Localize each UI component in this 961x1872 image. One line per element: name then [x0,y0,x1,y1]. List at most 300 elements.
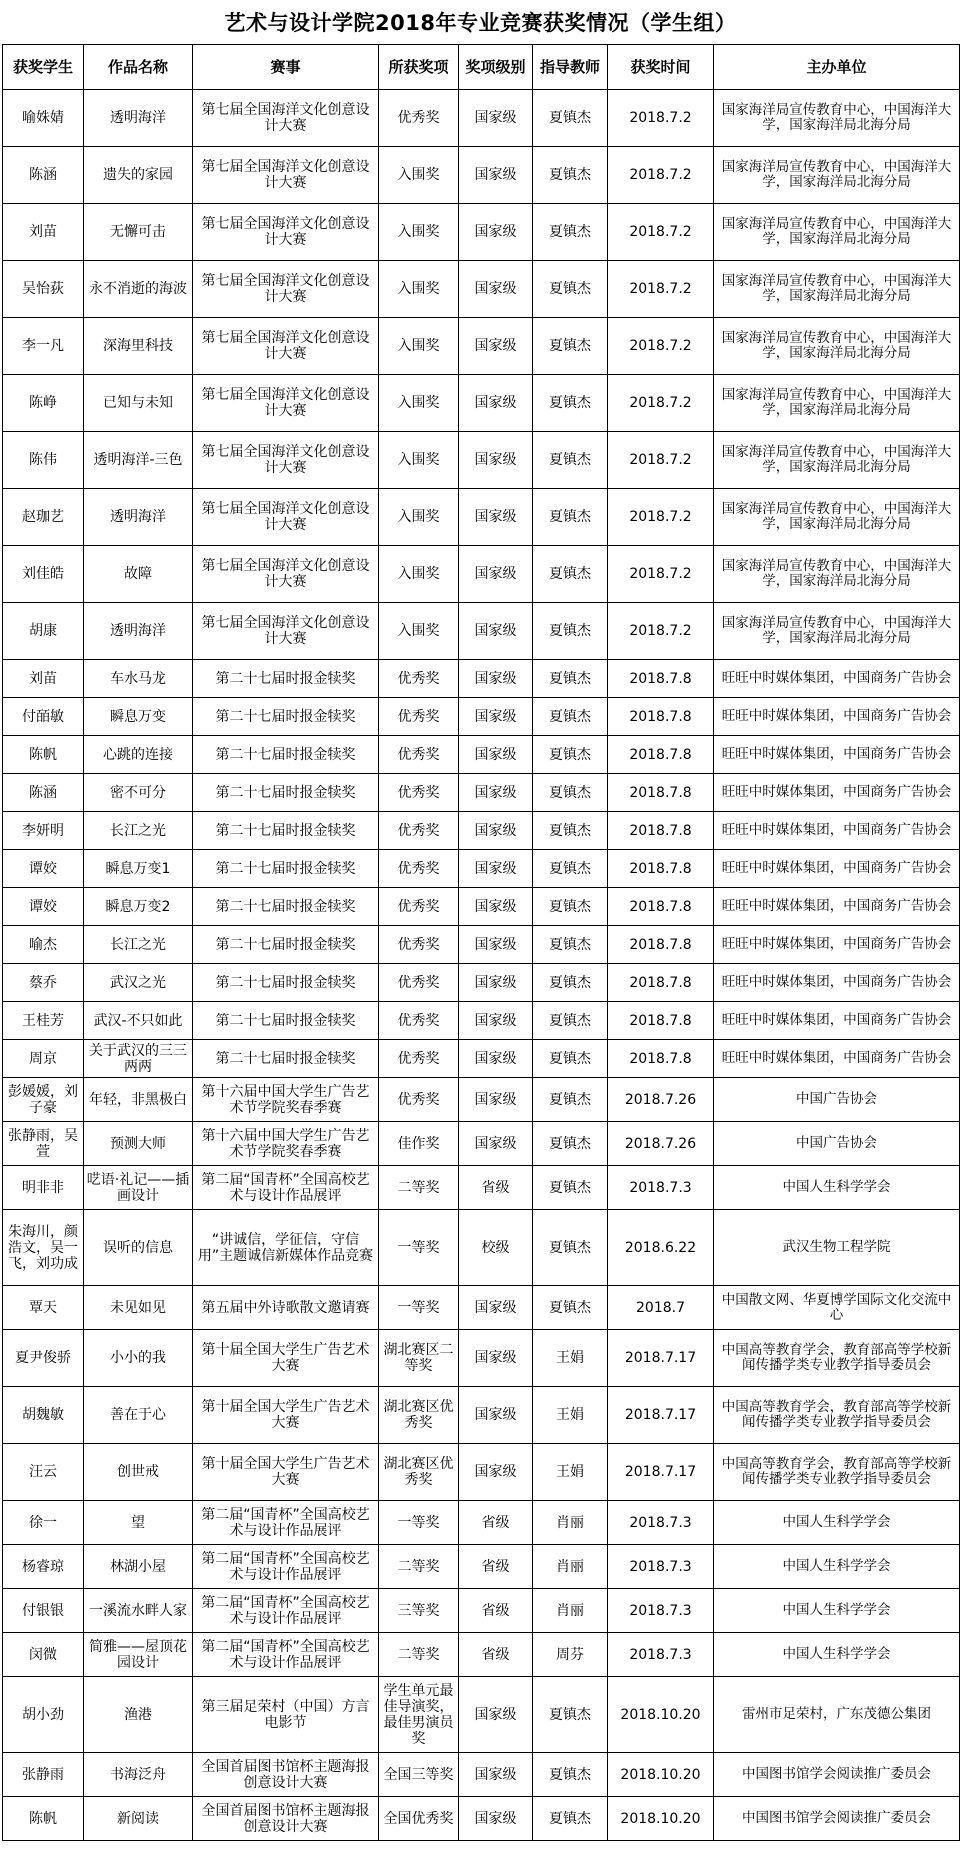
organizer-cell: 中国广告协会 [714,1122,960,1166]
teacher-cell: 夏镇杰 [533,698,608,736]
work-cell: 瞬息万变1 [84,850,193,888]
level-cell: 国家级 [459,375,533,432]
student-cell: 覃天 [3,1286,84,1330]
work-cell: 遗失的家园 [84,147,193,204]
student-cell: 张静雨，吴萱 [3,1122,84,1166]
award-cell: 入围奖 [379,147,459,204]
organizer-cell: 旺旺中时媒体集团，中国商务广告协会 [714,850,960,888]
student-cell: 徐一 [3,1501,84,1545]
work-cell: 瞬息万变 [84,698,193,736]
level-cell: 省级 [459,1589,533,1633]
header-cell: 所获奖项 [379,45,459,90]
table-row [3,147,960,204]
organizer-cell: 国家海洋局宣传教育中心，中国海洋大学，国家海洋局北海分局 [714,318,960,375]
level-cell: 省级 [459,1633,533,1677]
level-cell: 国家级 [459,1444,533,1501]
date-cell: 2018.7.8 [608,736,714,774]
teacher-cell: 夏镇杰 [533,888,608,926]
level-cell: 省级 [459,1545,533,1589]
level-cell: 国家级 [459,774,533,812]
work-cell: 车水马龙 [84,660,193,698]
table-row [3,1677,960,1753]
award-cell: 一等奖 [379,1210,459,1286]
level-cell: 国家级 [459,736,533,774]
teacher-cell: 夏镇杰 [533,147,608,204]
work-cell: 善在于心 [84,1387,193,1444]
work-cell: 望 [84,1501,193,1545]
table-row [3,261,960,318]
teacher-cell: 夏镇杰 [533,546,608,603]
work-cell: 透明海洋 [84,603,193,660]
student-cell: 王桂芳 [3,1002,84,1040]
header-cell: 获奖时间 [608,45,714,90]
student-cell: 朱海川，颜浩文，吴一飞，刘功成 [3,1210,84,1286]
date-cell: 2018.7.3 [608,1589,714,1633]
table-row [3,1286,960,1330]
date-cell: 2018.7.8 [608,964,714,1002]
student-cell: 明非非 [3,1166,84,1210]
teacher-cell: 夏镇杰 [533,432,608,489]
contest-cell: 全国首届图书馆杯主题海报创意设计大赛 [193,1753,379,1797]
award-cell: 入围奖 [379,432,459,489]
teacher-cell: 夏镇杰 [533,603,608,660]
table-row [3,1330,960,1387]
student-cell: 汪云 [3,1444,84,1501]
student-cell: 喻杰 [3,926,84,964]
contest-cell: “讲诚信，学征信，守信用”主题诚信新媒体作品竞赛 [193,1210,379,1286]
contest-cell: 第二十七届时报金犊奖 [193,1002,379,1040]
contest-cell: 第二届“国青杯”全国高校艺术与设计作品展评 [193,1633,379,1677]
work-cell: 创世戒 [84,1444,193,1501]
date-cell: 2018.7.17 [608,1444,714,1501]
table-row [3,90,960,147]
table-row [3,1753,960,1797]
student-cell: 胡魏敏 [3,1387,84,1444]
level-cell: 国家级 [459,1122,533,1166]
organizer-cell: 旺旺中时媒体集团，中国商务广告协会 [714,660,960,698]
sheet-title: 艺术与设计学院2018年专业竞赛获奖情况（学生组） [224,11,737,35]
award-cell: 优秀奖 [379,964,459,1002]
teacher-cell: 夏镇杰 [533,1002,608,1040]
award-cell: 全国优秀奖 [379,1797,459,1841]
contest-cell: 第十届全国大学生广告艺术大赛 [193,1444,379,1501]
date-cell: 2018.7.8 [608,660,714,698]
work-cell: 预测大师 [84,1122,193,1166]
student-cell: 陈涵 [3,774,84,812]
organizer-cell: 中国广告协会 [714,1078,960,1122]
work-cell: 已知与未知 [84,375,193,432]
table-row [3,318,960,375]
award-cell: 二等奖 [379,1166,459,1210]
table-row [3,698,960,736]
date-cell: 2018.7.17 [608,1387,714,1444]
teacher-cell: 夏镇杰 [533,261,608,318]
student-cell: 蔡乔 [3,964,84,1002]
table-row [3,432,960,489]
award-cell: 优秀奖 [379,1078,459,1122]
organizer-cell: 中国高等教育学会，教育部高等学校新闻传播学类专业教学指导委员会 [714,1330,960,1387]
level-cell: 国家级 [459,1002,533,1040]
student-cell: 陈峥 [3,375,84,432]
organizer-cell: 国家海洋局宣传教育中心，中国海洋大学，国家海洋局北海分局 [714,432,960,489]
date-cell: 2018.7.3 [608,1166,714,1210]
student-cell: 夏尹俊骄 [3,1330,84,1387]
work-cell: 长江之光 [84,926,193,964]
award-cell: 入围奖 [379,546,459,603]
date-cell: 2018.7.8 [608,774,714,812]
teacher-cell: 王娟 [533,1387,608,1444]
level-cell: 国家级 [459,1753,533,1797]
header-cell: 获奖学生 [3,45,84,90]
contest-cell: 第二十七届时报金犊奖 [193,660,379,698]
table-row [3,1002,960,1040]
contest-cell: 第七届全国海洋文化创意设计大赛 [193,90,379,147]
organizer-cell: 武汉生物工程学院 [714,1210,960,1286]
student-cell: 闵微 [3,1633,84,1677]
table-row [3,1797,960,1841]
award-cell: 优秀奖 [379,736,459,774]
work-cell: 小小的我 [84,1330,193,1387]
work-cell: 透明海洋 [84,489,193,546]
award-cell: 一等奖 [379,1501,459,1545]
level-cell: 国家级 [459,1078,533,1122]
contest-cell: 第二十七届时报金犊奖 [193,698,379,736]
teacher-cell: 夏镇杰 [533,1166,608,1210]
organizer-cell: 国家海洋局宣传教育中心，中国海洋大学，国家海洋局北海分局 [714,90,960,147]
date-cell: 2018.7.2 [608,546,714,603]
organizer-cell: 旺旺中时媒体集团，中国商务广告协会 [714,1002,960,1040]
award-cell: 入围奖 [379,204,459,261]
organizer-cell: 国家海洋局宣传教育中心，中国海洋大学，国家海洋局北海分局 [714,546,960,603]
student-cell: 周京 [3,1040,84,1078]
organizer-cell: 旺旺中时媒体集团，中国商务广告协会 [714,888,960,926]
level-cell: 国家级 [459,1797,533,1841]
award-cell: 二等奖 [379,1633,459,1677]
level-cell: 校级 [459,1210,533,1286]
work-cell: 永不消逝的海波 [84,261,193,318]
teacher-cell: 夏镇杰 [533,1677,608,1753]
table-row [3,1040,960,1078]
work-cell: 透明海洋-三色 [84,432,193,489]
date-cell: 2018.7.2 [608,432,714,489]
contest-cell: 第十届全国大学生广告艺术大赛 [193,1387,379,1444]
contest-cell: 第二十七届时报金犊奖 [193,774,379,812]
teacher-cell: 夏镇杰 [533,926,608,964]
work-cell: 无懈可击 [84,204,193,261]
level-cell: 国家级 [459,489,533,546]
date-cell: 2018.7.2 [608,318,714,375]
contest-cell: 第二届“国青杯”全国高校艺术与设计作品展评 [193,1545,379,1589]
table-row [3,1633,960,1677]
work-cell: 一溪流水畔人家 [84,1589,193,1633]
level-cell: 国家级 [459,432,533,489]
date-cell: 2018.7.8 [608,850,714,888]
work-cell: 心跳的连接 [84,736,193,774]
contest-cell: 第七届全国海洋文化创意设计大赛 [193,603,379,660]
organizer-cell: 中国散文网、华夏博学国际文化交流中心 [714,1286,960,1330]
teacher-cell: 王娟 [533,1330,608,1387]
teacher-cell: 夏镇杰 [533,1753,608,1797]
student-cell: 刘佳皓 [3,546,84,603]
contest-cell: 全国首届图书馆杯主题海报创意设计大赛 [193,1797,379,1841]
award-cell: 优秀奖 [379,1002,459,1040]
work-cell: 瞬息万变2 [84,888,193,926]
student-cell: 陈伟 [3,432,84,489]
teacher-cell: 肖丽 [533,1501,608,1545]
table-row [3,1589,960,1633]
table-row [3,888,960,926]
teacher-cell: 夏镇杰 [533,1797,608,1841]
organizer-cell: 旺旺中时媒体集团，中国商务广告协会 [714,812,960,850]
date-cell: 2018.7.8 [608,698,714,736]
date-cell: 2018.7.2 [608,147,714,204]
contest-cell: 第五届中外诗歌散文邀请赛 [193,1286,379,1330]
table-row [3,812,960,850]
teacher-cell: 肖丽 [533,1545,608,1589]
work-cell: 未见如见 [84,1286,193,1330]
work-cell: 新阅读 [84,1797,193,1841]
contest-cell: 第七届全国海洋文化创意设计大赛 [193,432,379,489]
table-row [3,1501,960,1545]
organizer-cell: 旺旺中时媒体集团，中国商务广告协会 [714,774,960,812]
contest-cell: 第二届“国青杯”全国高校艺术与设计作品展评 [193,1589,379,1633]
organizer-cell: 国家海洋局宣传教育中心，中国海洋大学，国家海洋局北海分局 [714,261,960,318]
organizer-cell: 中国人生科学学会 [714,1545,960,1589]
table-row [3,660,960,698]
date-cell: 2018.7.26 [608,1078,714,1122]
teacher-cell: 肖丽 [533,1589,608,1633]
date-cell: 2018.7.26 [608,1122,714,1166]
student-cell: 胡小劲 [3,1677,84,1753]
header-cell: 赛事 [193,45,379,90]
award-cell: 优秀奖 [379,660,459,698]
student-cell: 吴怡荻 [3,261,84,318]
teacher-cell: 夏镇杰 [533,774,608,812]
award-cell: 佳作奖 [379,1122,459,1166]
date-cell: 2018.7.8 [608,1040,714,1078]
level-cell: 国家级 [459,926,533,964]
header-cell: 指导教师 [533,45,608,90]
table-row [3,964,960,1002]
teacher-cell: 夏镇杰 [533,964,608,1002]
organizer-cell: 中国图书馆学会阅读推广委员会 [714,1753,960,1797]
teacher-cell: 夏镇杰 [533,736,608,774]
organizer-cell: 旺旺中时媒体集团，中国商务广告协会 [714,1040,960,1078]
level-cell: 国家级 [459,812,533,850]
teacher-cell: 王娟 [533,1444,608,1501]
work-cell: 深海里科技 [84,318,193,375]
level-cell: 国家级 [459,850,533,888]
student-cell: 李妍明 [3,812,84,850]
contest-cell: 第二十七届时报金犊奖 [193,850,379,888]
contest-cell: 第七届全国海洋文化创意设计大赛 [193,318,379,375]
contest-cell: 第二届“国青杯”全国高校艺术与设计作品展评 [193,1166,379,1210]
level-cell: 国家级 [459,204,533,261]
contest-cell: 第七届全国海洋文化创意设计大赛 [193,147,379,204]
award-cell: 优秀奖 [379,774,459,812]
organizer-cell: 旺旺中时媒体集团，中国商务广告协会 [714,964,960,1002]
date-cell: 2018.7.8 [608,888,714,926]
student-cell: 张静雨 [3,1753,84,1797]
contest-cell: 第七届全国海洋文化创意设计大赛 [193,204,379,261]
contest-cell: 第七届全国海洋文化创意设计大赛 [193,546,379,603]
contest-cell: 第十届全国大学生广告艺术大赛 [193,1330,379,1387]
awards-table [2,44,960,1841]
work-cell: 长江之光 [84,812,193,850]
table-row [3,546,960,603]
table-row [3,1387,960,1444]
organizer-cell: 国家海洋局宣传教育中心，中国海洋大学，国家海洋局北海分局 [714,375,960,432]
student-cell: 付银银 [3,1589,84,1633]
contest-cell: 第二十七届时报金犊奖 [193,812,379,850]
contest-cell: 第二十七届时报金犊奖 [193,888,379,926]
teacher-cell: 夏镇杰 [533,375,608,432]
date-cell: 2018.10.20 [608,1753,714,1797]
award-cell: 湖北赛区优秀奖 [379,1444,459,1501]
award-cell: 优秀奖 [379,812,459,850]
award-cell: 全国三等奖 [379,1753,459,1797]
date-cell: 2018.7 [608,1286,714,1330]
student-cell: 赵珈艺 [3,489,84,546]
date-cell: 2018.7.3 [608,1501,714,1545]
header-cell: 主办单位 [714,45,960,90]
award-cell: 入围奖 [379,489,459,546]
table-row [3,1122,960,1166]
student-cell: 喻姝婧 [3,90,84,147]
table-row [3,1078,960,1122]
teacher-cell: 夏镇杰 [533,1122,608,1166]
contest-cell: 第三届足荣村（中国）方言电影节 [193,1677,379,1753]
table-row [3,204,960,261]
date-cell: 2018.7.8 [608,812,714,850]
organizer-cell: 中国人生科学学会 [714,1633,960,1677]
table-row [3,489,960,546]
level-cell: 国家级 [459,1286,533,1330]
teacher-cell: 夏镇杰 [533,1040,608,1078]
date-cell: 2018.7.2 [608,90,714,147]
date-cell: 2018.6.22 [608,1210,714,1286]
work-cell: 武汉-不只如此 [84,1002,193,1040]
work-cell: 误听的信息 [84,1210,193,1286]
header-row [3,45,960,90]
student-cell: 杨睿琼 [3,1545,84,1589]
table-row [3,375,960,432]
table-body [3,90,960,1841]
header-cell: 作品名称 [84,45,193,90]
date-cell: 2018.7.3 [608,1633,714,1677]
work-cell: 故障 [84,546,193,603]
organizer-cell: 中国人生科学学会 [714,1166,960,1210]
level-cell: 国家级 [459,1040,533,1078]
date-cell: 2018.7.8 [608,1002,714,1040]
date-cell: 2018.7.8 [608,926,714,964]
student-cell: 陈涵 [3,147,84,204]
contest-cell: 第七届全国海洋文化创意设计大赛 [193,375,379,432]
student-cell: 彭媛媛，刘子豪 [3,1078,84,1122]
contest-cell: 第二十七届时报金犊奖 [193,736,379,774]
level-cell: 国家级 [459,90,533,147]
level-cell: 国家级 [459,698,533,736]
award-cell: 湖北赛区优秀奖 [379,1387,459,1444]
award-cell: 优秀奖 [379,698,459,736]
date-cell: 2018.10.20 [608,1797,714,1841]
date-cell: 2018.7.3 [608,1545,714,1589]
level-cell: 国家级 [459,546,533,603]
contest-cell: 第十六届中国大学生广告艺术节学院奖春季赛 [193,1078,379,1122]
student-cell: 付皕敏 [3,698,84,736]
date-cell: 2018.7.17 [608,1330,714,1387]
contest-cell: 第十六届中国大学生广告艺术节学院奖春季赛 [193,1122,379,1166]
table-row [3,774,960,812]
award-cell: 优秀奖 [379,850,459,888]
teacher-cell: 夏镇杰 [533,90,608,147]
organizer-cell: 雷州市足荣村，广东茂德公集团 [714,1677,960,1753]
header-cell: 奖项级别 [459,45,533,90]
level-cell: 国家级 [459,261,533,318]
work-cell: 武汉之光 [84,964,193,1002]
organizer-cell: 国家海洋局宣传教育中心，中国海洋大学，国家海洋局北海分局 [714,204,960,261]
student-cell: 谭姣 [3,888,84,926]
date-cell: 2018.7.2 [608,375,714,432]
award-cell: 入围奖 [379,261,459,318]
teacher-cell: 夏镇杰 [533,1210,608,1286]
award-cell: 优秀奖 [379,90,459,147]
level-cell: 省级 [459,1166,533,1210]
student-cell: 刘苗 [3,660,84,698]
work-cell: 书海泛舟 [84,1753,193,1797]
organizer-cell: 中国高等教育学会，教育部高等学校新闻传播学类专业教学指导委员会 [714,1387,960,1444]
work-cell: 年轻，非黑极白 [84,1078,193,1122]
organizer-cell: 国家海洋局宣传教育中心，中国海洋大学，国家海洋局北海分局 [714,489,960,546]
table-row [3,1545,960,1589]
teacher-cell: 夏镇杰 [533,1286,608,1330]
teacher-cell: 夏镇杰 [533,660,608,698]
table-row [3,1166,960,1210]
contest-cell: 第七届全国海洋文化创意设计大赛 [193,489,379,546]
level-cell: 国家级 [459,1330,533,1387]
level-cell: 国家级 [459,1677,533,1753]
table-row [3,736,960,774]
contest-cell: 第二十七届时报金犊奖 [193,1040,379,1078]
level-cell: 国家级 [459,318,533,375]
table-row [3,850,960,888]
work-cell: 关于武汉的三三两两 [84,1040,193,1078]
level-cell: 国家级 [459,147,533,204]
organizer-cell: 旺旺中时媒体集团，中国商务广告协会 [714,736,960,774]
award-cell: 学生单元最佳导演奖，最佳男演员奖 [379,1677,459,1753]
work-cell: 透明海洋 [84,90,193,147]
level-cell: 国家级 [459,888,533,926]
teacher-cell: 夏镇杰 [533,318,608,375]
contest-cell: 第二十七届时报金犊奖 [193,964,379,1002]
date-cell: 2018.7.2 [608,603,714,660]
contest-cell: 第七届全国海洋文化创意设计大赛 [193,261,379,318]
award-cell: 一等奖 [379,1286,459,1330]
organizer-cell: 中国人生科学学会 [714,1589,960,1633]
level-cell: 国家级 [459,660,533,698]
student-cell: 陈帆 [3,736,84,774]
work-cell: 简雅——屋顶花园设计 [84,1633,193,1677]
organizer-cell: 国家海洋局宣传教育中心，中国海洋大学，国家海洋局北海分局 [714,147,960,204]
work-cell: 渔港 [84,1677,193,1753]
table-row [3,926,960,964]
contest-cell: 第二十七届时报金犊奖 [193,926,379,964]
teacher-cell: 周芬 [533,1633,608,1677]
teacher-cell: 夏镇杰 [533,204,608,261]
level-cell: 国家级 [459,964,533,1002]
level-cell: 省级 [459,1501,533,1545]
organizer-cell: 国家海洋局宣传教育中心，中国海洋大学，国家海洋局北海分局 [714,603,960,660]
